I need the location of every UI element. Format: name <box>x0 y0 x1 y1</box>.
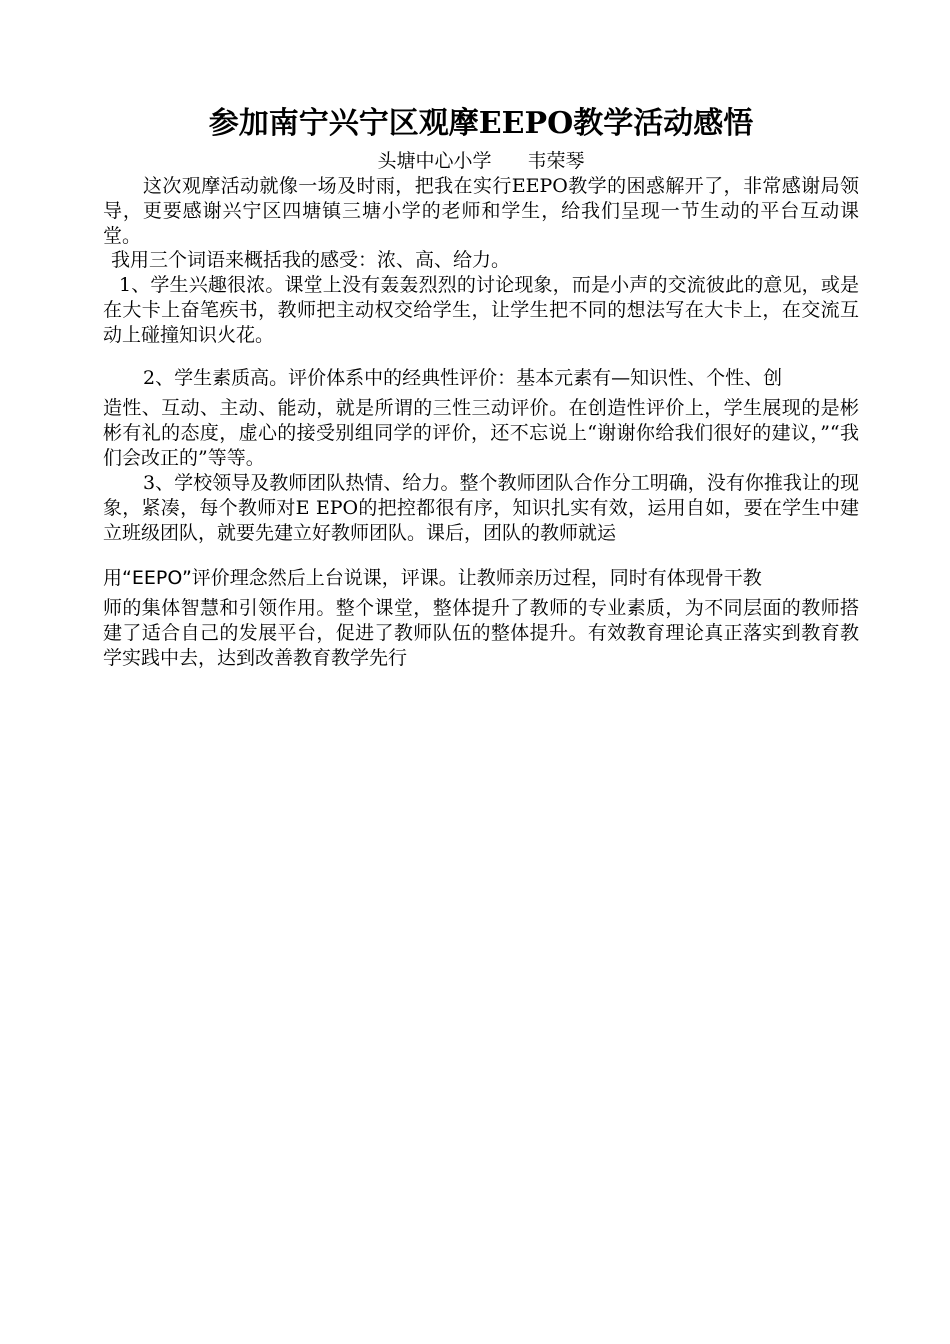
paragraph-point-1: 1、学生兴趣很浓。课堂上没有轰轰烈烈的讨论现象，而是小声的交流彼此的意见，或是在大卡上奋笔疾书，教师把主动权交给学生，让学生把不同的想法写在大卡上，在交流互动上碰撞知识火花。 <box>103 274 859 346</box>
paragraph-intro: 这次观摩活动就像一场及时雨，把我在实行EEPO教学的困惑解开了，非常感谢局领导，更要感谢兴宁区四塘镇三塘小学的老师和学生，给我们呈现一节生动的平台互动课堂。 <box>103 175 859 247</box>
paragraph-point-3-body: 师的集体智慧和引领作用。整个课堂，整体提升了教师的专业素质，为不同层面的教师搭建了适合自己的发展平台，促进了教师队伍的整体提升。有效教育理论真正落实到教育教学实践中去，达到改善教育教学先行 <box>103 597 859 669</box>
eepo-quote: “EEPO” <box>122 567 192 589</box>
paragraph-point-2-body: 造性、互动、主动、能动，就是所谓的三性三动评价。在创造性评价上，学生展现的是彬彬有礼的态度，虚心的接受别组同学的评价，还不忘说上“谢谢你给我们很好的建议，”“我们会改正的”等等。 <box>103 397 859 469</box>
paragraph-summary: 我用三个词语来概括我的感受：浓、高、给力。 <box>111 249 511 271</box>
text-fragment: 用 <box>103 567 123 589</box>
byline <box>103 147 859 175</box>
text-fragment: 评价理念然后上台说课，评课。让教师亲历过程，同时有体现骨干教 <box>191 567 762 589</box>
school-name: 头塘中心小学 <box>377 150 492 172</box>
paragraph-point-2-first-line: 2、学生素质高。评价体系中的经典性评价：基本元素有—知识性、个性、创 <box>143 367 783 389</box>
paragraph-point-3-middle-line <box>103 560 859 596</box>
document-title: 参加南宁兴宁区观摩EEPO教学活动感悟 <box>208 106 754 141</box>
paragraph-point-3-first-lines: 3、学校领导及教师团队热情、给力。整个教师团队合作分工明确，没有你推我让的现象，紧凑，每个教师对E EPO的把控都很有序，知识扎实有效，运用自如，要在学生中建立班级团队，就要先建立好教师团队。课后，团队的教师就运 <box>103 472 859 544</box>
author-name: 韦荣琴 <box>527 150 585 172</box>
